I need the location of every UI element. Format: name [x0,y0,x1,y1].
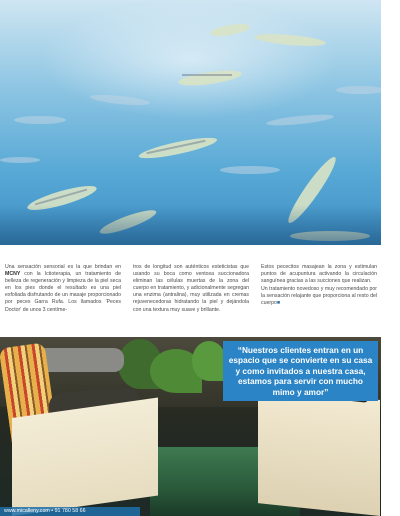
article-column-1 [5,264,121,334]
aquarium-fish-photo [0,0,381,245]
article-body [5,264,377,334]
footer-url: www.micalleny.com • 91 780 58 66 [4,508,86,514]
pull-quote-text: “Nuestros clientes entran en un espacio que se convierte en su casa y como invitados a nuestra casa, estamos para servir con mucho mimo y amor” [228,344,373,397]
end-mark: ■ [276,300,281,307]
article-paragraph-4: Un tratamiento novedoso y muy recomendado por la sensación relajante que proporciona al resto del cuerpo■ [261,286,377,307]
brand-name: MCNY [5,271,21,278]
article-column-3 [261,264,377,334]
plant-leaves-right [192,341,226,381]
page-margin [381,0,400,516]
left-bench [12,397,158,516]
article-column-2 [133,264,249,334]
article-paragraph-3: Estos pececitos masajean la zona y estimulan puntos de acupuntura activando la circulación sanguínea gracias a las succiones que realizan. [261,264,377,285]
pull-quote [223,341,378,401]
article-paragraph-1: Una sensación sensorial es la que brindan en MCNY con la Ictioterapia, un tratamiento de belleza de regeneración y limpieza de la piel seca en los pies donde el resultado es una piel exfoliada disfrutando de un masaje proporcionado por peces Garra Rufa. Los llamados 'Peces Doctor' de unos 3 centíme- [5,264,121,313]
article-paragraph-2: tros de longitud son auténticos esteticistas que usando su boca como ventosa succionadora eliminan las células muertas de la zona del cuerpo en tratamiento, y adicionalmente segregan una enzima (antralina), muy utilizada en cremas rejuvenecedoras hidratando la piel y dejándola con una textura muy suave y brillante. [133,264,249,313]
aquarium-floor [0,205,381,245]
right-bench [258,387,380,516]
